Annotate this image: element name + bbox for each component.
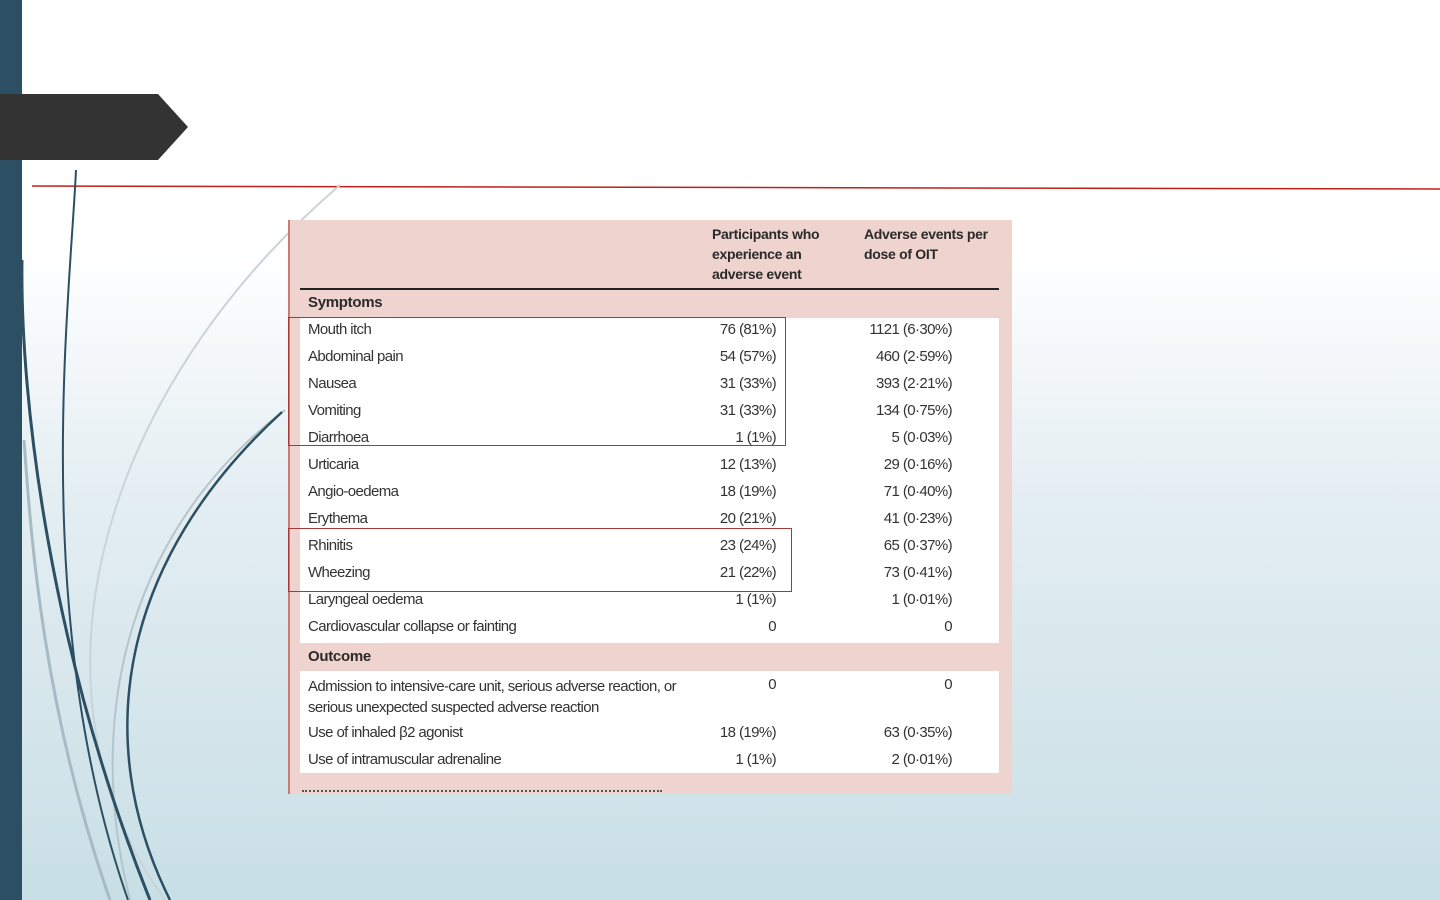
table-row bbox=[288, 615, 1012, 642]
row-label: Erythema bbox=[308, 510, 368, 527]
row-per-dose: 5 (0·03%) bbox=[891, 429, 952, 446]
row-participants: 31 (33%) bbox=[719, 375, 776, 392]
table-row bbox=[288, 588, 1012, 615]
row-per-dose: 2 (0·01%) bbox=[891, 751, 952, 768]
section-symptoms: Symptoms bbox=[308, 294, 383, 311]
section-outcome: Outcome bbox=[308, 648, 371, 665]
row-per-dose: 63 (0·35%) bbox=[883, 724, 952, 741]
row-participants: 54 (57%) bbox=[719, 348, 776, 365]
header-per-dose: Adverse events per dose of OIT bbox=[864, 226, 988, 262]
highlight-gi-symptoms bbox=[288, 317, 786, 446]
row-per-dose: 1 (0·01%) bbox=[891, 591, 952, 608]
row-label: Diarrhoea bbox=[308, 429, 369, 446]
row-label: Nausea bbox=[308, 375, 357, 392]
header-rule bbox=[300, 288, 999, 290]
title-underline bbox=[32, 186, 1440, 189]
swoosh-curve-light-3 bbox=[24, 440, 110, 900]
row-per-dose: 1121 (6·30%) bbox=[869, 321, 952, 338]
footnote-truncated bbox=[302, 790, 662, 794]
row-participants: 1 (1%) bbox=[735, 429, 776, 446]
row-per-dose: 0 bbox=[944, 618, 952, 635]
adverse-events-table bbox=[288, 220, 1012, 794]
row-participants: 21 (22%) bbox=[719, 564, 776, 581]
row-participants: 18 (19%) bbox=[719, 483, 776, 500]
row-label: Wheezing bbox=[308, 564, 370, 581]
row-per-dose: 41 (0·23%) bbox=[883, 510, 952, 527]
row-per-dose: 71 (0·40%) bbox=[883, 483, 952, 500]
row-label: Laryngeal oedema bbox=[308, 591, 423, 608]
row-label: Urticaria bbox=[308, 456, 359, 473]
row-participants: 76 (81%) bbox=[719, 321, 776, 338]
table-row bbox=[288, 721, 1012, 748]
table-row bbox=[288, 748, 1012, 775]
table-row bbox=[288, 480, 1012, 507]
swoosh-curve-dark-2 bbox=[22, 260, 150, 900]
row-participants: 0 bbox=[768, 618, 776, 635]
row-per-dose: 73 (0·41%) bbox=[883, 564, 952, 581]
row-label: Abdominal pain bbox=[308, 348, 404, 365]
row-label: Mouth itch bbox=[308, 321, 372, 338]
row-per-dose: 460 (2·59%) bbox=[876, 348, 952, 365]
row-per-dose: 134 (0·75%) bbox=[876, 402, 952, 419]
swoosh-curve-dark-1 bbox=[127, 412, 282, 900]
row-per-dose: 393 (2·21%) bbox=[876, 375, 952, 392]
row-label: Admission to intensive-care unit, serious adverse reaction, or serious unexpected suspected adverse reaction bbox=[308, 678, 676, 716]
row-label: Vomiting bbox=[308, 402, 361, 419]
row-participants: 18 (19%) bbox=[719, 724, 776, 741]
swoosh-curve-light-2 bbox=[113, 410, 285, 900]
swoosh-curve-dark-3 bbox=[63, 170, 128, 900]
row-label: Cardiovascular collapse or fainting bbox=[308, 618, 517, 635]
header-participants: Participants who experience an adverse event bbox=[712, 226, 820, 282]
row-label: Use of intramuscular adrenaline bbox=[308, 751, 502, 768]
row-participants: 1 (1%) bbox=[735, 751, 776, 768]
row-participants: 0 bbox=[768, 676, 776, 693]
highlight-respiratory-symptoms bbox=[288, 528, 792, 592]
row-participants: 31 (33%) bbox=[719, 402, 776, 419]
row-label: Rhinitis bbox=[308, 537, 353, 554]
row-per-dose: 65 (0·37%) bbox=[883, 537, 952, 554]
row-label: Use of inhaled β2 agonist bbox=[308, 724, 463, 741]
table-row bbox=[288, 673, 1012, 717]
row-per-dose: 29 (0·16%) bbox=[883, 456, 952, 473]
row-label: Angio-oedema bbox=[308, 483, 399, 500]
row-participants: 20 (21%) bbox=[719, 510, 776, 527]
table-row bbox=[288, 453, 1012, 480]
row-per-dose: 0 bbox=[944, 676, 952, 693]
row-participants: 23 (24%) bbox=[719, 537, 776, 554]
row-participants: 12 (13%) bbox=[719, 456, 776, 473]
row-participants: 1 (1%) bbox=[735, 591, 776, 608]
